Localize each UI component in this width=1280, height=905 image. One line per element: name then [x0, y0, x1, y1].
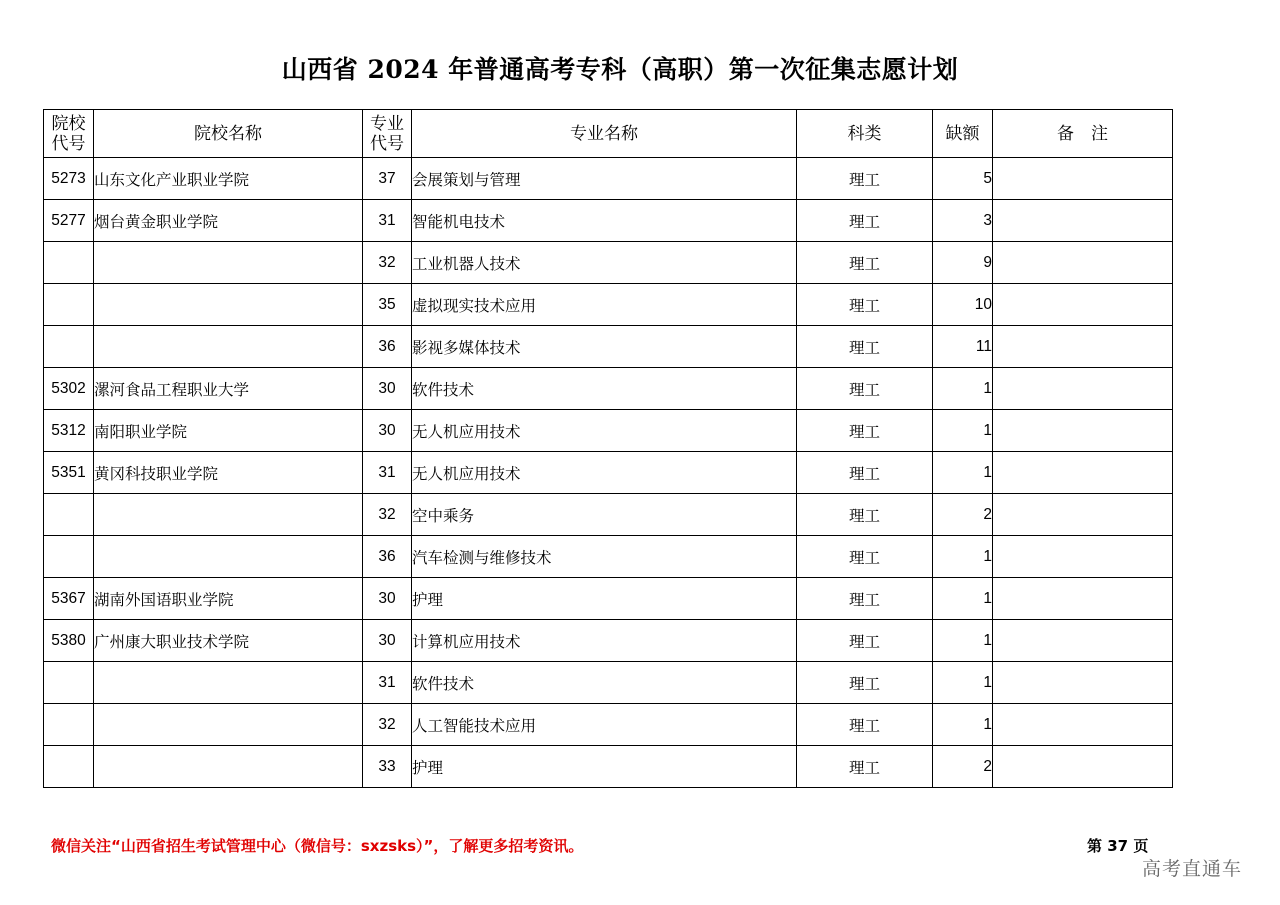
category-cell: 理工 [797, 200, 933, 242]
school-code-cell: 5380 [44, 620, 94, 662]
major-name-cell: 影视多媒体技术 [412, 326, 797, 368]
remark-cell [993, 326, 1173, 368]
major-code-cell: 30 [363, 368, 412, 410]
school-name-cell [94, 746, 363, 788]
remark-cell [993, 746, 1173, 788]
category-cell: 理工 [797, 746, 933, 788]
table-row [44, 494, 1173, 536]
major-name-cell: 虚拟现实技术应用 [412, 284, 797, 326]
major-name-cell: 智能机电技术 [412, 200, 797, 242]
category-cell: 理工 [797, 662, 933, 704]
vacancy-cell: 1 [933, 662, 993, 704]
remark-cell [993, 452, 1173, 494]
school-name-cell [94, 536, 363, 578]
remark-cell [993, 158, 1173, 200]
table-row [44, 158, 1173, 200]
school-code-cell [44, 494, 94, 536]
page-number: 第 37 页 [1087, 837, 1149, 855]
major-code-cell: 30 [363, 620, 412, 662]
major-name-cell: 无人机应用技术 [412, 410, 797, 452]
major-code-cell: 31 [363, 662, 412, 704]
major-name-cell: 无人机应用技术 [412, 452, 797, 494]
table-row [44, 200, 1173, 242]
remark-cell [993, 284, 1173, 326]
major-name-cell: 计算机应用技术 [412, 620, 797, 662]
major-code-cell: 35 [363, 284, 412, 326]
major-code-cell: 30 [363, 410, 412, 452]
school-name-cell: 烟台黄金职业学院 [94, 200, 363, 242]
category-cell: 理工 [797, 158, 933, 200]
category-cell: 理工 [797, 452, 933, 494]
school-code-cell [44, 746, 94, 788]
school-code-cell [44, 242, 94, 284]
school-code-cell: 5302 [44, 368, 94, 410]
table-row [44, 662, 1173, 704]
major-name-cell: 工业机器人技术 [412, 242, 797, 284]
school-code-cell [44, 284, 94, 326]
vacancy-cell: 2 [933, 494, 993, 536]
school-name-cell [94, 494, 363, 536]
major-code-cell: 31 [363, 200, 412, 242]
major-code-cell: 32 [363, 704, 412, 746]
school-code-cell: 5367 [44, 578, 94, 620]
school-name-cell: 南阳职业学院 [94, 410, 363, 452]
header-major-name: 专业名称 [412, 110, 797, 158]
category-cell: 理工 [797, 368, 933, 410]
vacancy-cell: 9 [933, 242, 993, 284]
major-name-cell: 汽车检测与维修技术 [412, 536, 797, 578]
major-code-cell: 36 [363, 536, 412, 578]
wechat-notice: 微信关注“山西省招生考试管理中心（微信号：sxzsks）”，了解更多招考资讯。 [51, 837, 584, 855]
school-code-cell: 5351 [44, 452, 94, 494]
school-name-cell: 山东文化产业职业学院 [94, 158, 363, 200]
table-row [44, 704, 1173, 746]
remark-cell [993, 200, 1173, 242]
header-school-code: 院校代号 [44, 110, 94, 158]
remark-cell [993, 704, 1173, 746]
major-name-cell: 护理 [412, 746, 797, 788]
school-code-cell [44, 662, 94, 704]
school-name-cell: 黄冈科技职业学院 [94, 452, 363, 494]
major-code-cell: 32 [363, 242, 412, 284]
table-row [44, 242, 1173, 284]
vacancy-cell: 1 [933, 410, 993, 452]
category-cell: 理工 [797, 326, 933, 368]
school-name-cell [94, 704, 363, 746]
table-row [44, 536, 1173, 578]
remark-cell [993, 494, 1173, 536]
major-name-cell: 护理 [412, 578, 797, 620]
school-name-cell [94, 242, 363, 284]
school-name-cell: 漯河食品工程职业大学 [94, 368, 363, 410]
vacancy-cell: 1 [933, 368, 993, 410]
school-code-cell [44, 704, 94, 746]
table-row [44, 578, 1173, 620]
major-code-cell: 33 [363, 746, 412, 788]
category-cell: 理工 [797, 704, 933, 746]
table-row [44, 284, 1173, 326]
header-major-code: 专业代号 [363, 110, 412, 158]
major-name-cell: 会展策划与管理 [412, 158, 797, 200]
table-row [44, 326, 1173, 368]
school-name-cell [94, 662, 363, 704]
table-row [44, 410, 1173, 452]
vacancy-cell: 2 [933, 746, 993, 788]
category-cell: 理工 [797, 620, 933, 662]
school-code-cell [44, 536, 94, 578]
remark-cell [993, 410, 1173, 452]
remark-cell [993, 242, 1173, 284]
major-code-cell: 32 [363, 494, 412, 536]
school-name-cell: 湖南外国语职业学院 [94, 578, 363, 620]
table-row [44, 620, 1173, 662]
remark-cell [993, 578, 1173, 620]
category-cell: 理工 [797, 242, 933, 284]
vacancy-cell: 1 [933, 578, 993, 620]
table-row [44, 368, 1173, 410]
remark-cell [993, 536, 1173, 578]
remark-cell [993, 662, 1173, 704]
vacancy-cell: 1 [933, 536, 993, 578]
enrollment-plan-table [43, 109, 1173, 788]
header-vacancy: 缺额 [933, 110, 993, 158]
header-category: 科类 [797, 110, 933, 158]
table-row [44, 746, 1173, 788]
vacancy-cell: 1 [933, 704, 993, 746]
vacancy-cell: 3 [933, 200, 993, 242]
vacancy-cell: 10 [933, 284, 993, 326]
major-name-cell: 软件技术 [412, 662, 797, 704]
remark-cell [993, 368, 1173, 410]
major-code-cell: 37 [363, 158, 412, 200]
table-header-row [44, 110, 1173, 158]
major-code-cell: 36 [363, 326, 412, 368]
school-code-cell: 5273 [44, 158, 94, 200]
remark-cell [993, 620, 1173, 662]
category-cell: 理工 [797, 536, 933, 578]
watermark: 高考直通车 [1142, 858, 1243, 880]
major-code-cell: 30 [363, 578, 412, 620]
category-cell: 理工 [797, 578, 933, 620]
category-cell: 理工 [797, 284, 933, 326]
school-name-cell [94, 284, 363, 326]
header-remark: 备 注 [993, 110, 1173, 158]
major-code-cell: 31 [363, 452, 412, 494]
vacancy-cell: 11 [933, 326, 993, 368]
category-cell: 理工 [797, 494, 933, 536]
category-cell: 理工 [797, 410, 933, 452]
school-code-cell: 5277 [44, 200, 94, 242]
major-name-cell: 软件技术 [412, 368, 797, 410]
vacancy-cell: 1 [933, 620, 993, 662]
major-name-cell: 人工智能技术应用 [412, 704, 797, 746]
school-name-cell: 广州康大职业技术学院 [94, 620, 363, 662]
school-code-cell [44, 326, 94, 368]
page-title: 山西省 2024 年普通高考专科（高职）第一次征集志愿计划 [281, 55, 959, 84]
table-row [44, 452, 1173, 494]
school-code-cell: 5312 [44, 410, 94, 452]
major-name-cell: 空中乘务 [412, 494, 797, 536]
vacancy-cell: 1 [933, 452, 993, 494]
vacancy-cell: 5 [933, 158, 993, 200]
header-school-name: 院校名称 [94, 110, 363, 158]
school-name-cell [94, 326, 363, 368]
